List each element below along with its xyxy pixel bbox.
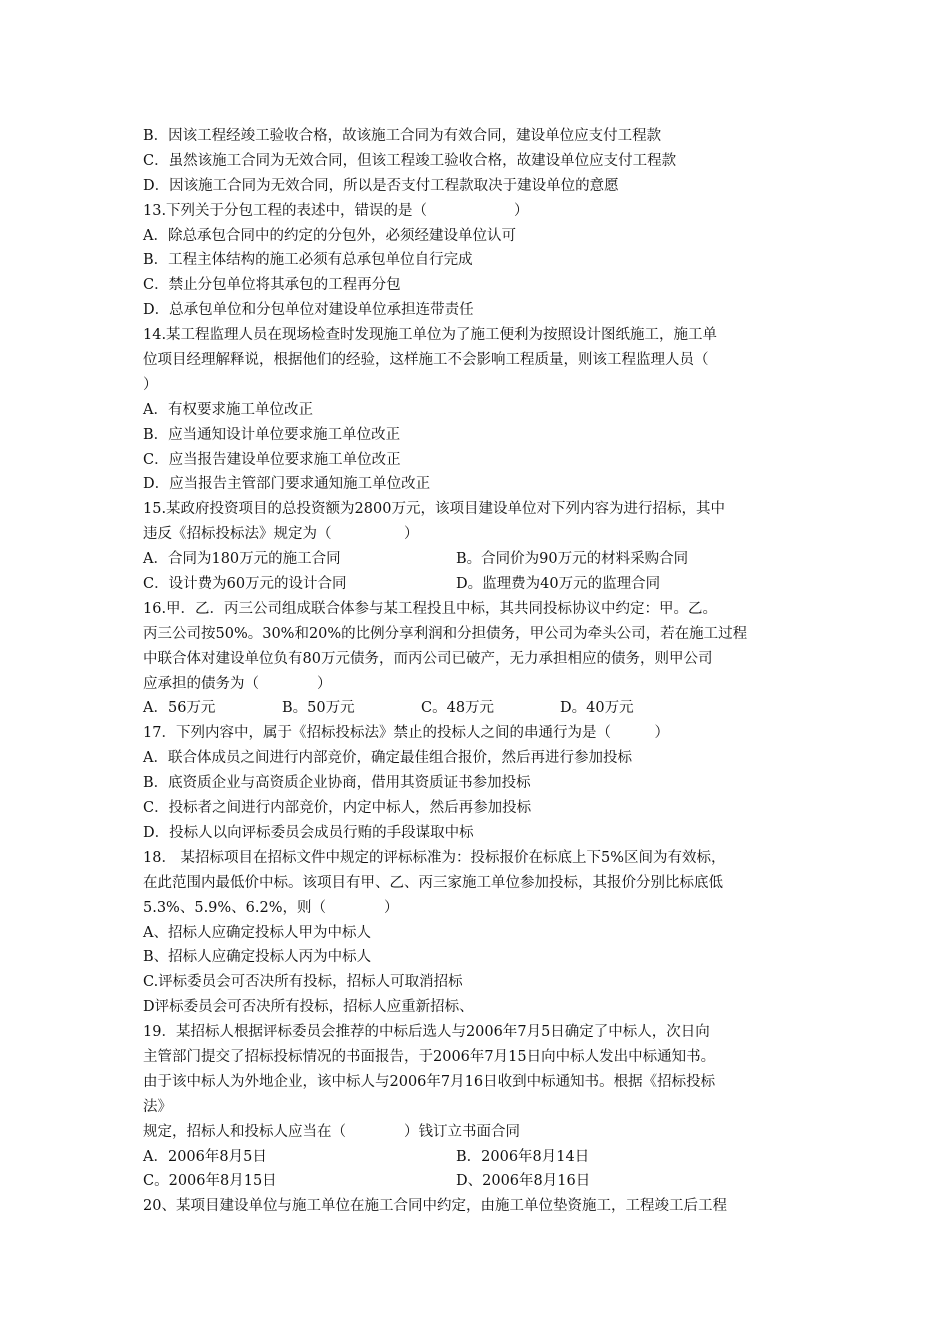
- option-d-q17: D．投标人以向评标委员会成员行贿的手段谋取中标: [143, 824, 474, 841]
- question-18-line-2: 在此范围内最低价中标。该项目有甲、乙、丙三家施工单位参加投标，其报价分别比标底低: [143, 874, 723, 891]
- option-a-q19: A．2006年8月5日: [143, 1148, 267, 1165]
- option-b-q14: B．应当通知设计单位要求施工单位改正: [143, 426, 401, 443]
- question-17: 17．下列内容中，属于《招标投标法》禁止的投标人之间的串通行为是（ ）: [143, 725, 669, 742]
- option-d-q13: D．总承包单位和分包单位对建设单位承担连带责任: [143, 302, 474, 319]
- question-19-line-4: 法》: [143, 1098, 172, 1115]
- option-b-q13: B．工程主体结构的施工必须有总承包单位自行完成: [143, 252, 473, 269]
- question-19-line-3: 由于该中标人为外地企业，该中标人与2006年7月16日收到中标通知书。根据《招标投标: [143, 1073, 716, 1090]
- option-a-q15: A．合同为180万元的施工合同: [143, 551, 341, 568]
- question-18-line-1: 18． 某招标项目在招标文件中规定的评标标准为：投标报价在标底上下5%区间为有效标，: [143, 849, 726, 866]
- option-a-q14: A．有权要求施工单位改正: [143, 401, 313, 418]
- question-14-line-2: 位项目经理解释说，根据他们的经验，这样施工不会影响工程质量，则该工程监理人员（: [143, 352, 709, 369]
- option-c-q14: C．应当报告建设单位要求施工单位改正: [143, 451, 401, 468]
- option-a-q16: A．56万元: [143, 700, 216, 717]
- option-a-q13: A．除总承包合同中的约定的分包外，必须经建设单位认可: [143, 227, 516, 244]
- option-b-q12: B．因该工程经竣工验收合格，故该施工合同为有效合同，建设单位应支付工程款: [143, 128, 662, 144]
- question-14-line-1: 14.某工程监理人员在现场检查时发现施工单位为了施工便利为按照设计图纸施工，施工单: [143, 327, 718, 344]
- option-a-q18: A、招标人应确定投标人甲为中标人: [143, 924, 371, 941]
- question-20-line-1: 20、某项目建设单位与施工单位在施工合同中约定，由施工单位垫资施工，工程竣工后工程: [143, 1198, 727, 1215]
- option-c-q13: C．禁止分包单位将其承包的工程再分包: [143, 277, 401, 294]
- options-row-q15-ab: [143, 547, 823, 572]
- option-c-q16: C。48万元: [421, 700, 495, 717]
- options-row-q15-cd: [143, 572, 823, 597]
- question-19-line-5: 规定，招标人和投标人应当在（ ）钱订立书面合同: [143, 1123, 520, 1140]
- option-c-q15: C．设计费为60万元的设计合同: [143, 576, 347, 593]
- option-b-q18: B、招标人应确定投标人丙为中标人: [143, 949, 372, 966]
- options-row-q16: [143, 696, 823, 721]
- question-16-line-3: 中联合体对建设单位负有80万元债务，而丙公司已破产，无力承担相应的债务，则甲公司: [143, 650, 713, 667]
- option-d-q19: D、2006年8月16日: [456, 1173, 591, 1190]
- option-d-q18: D评标委员会可否决所有投标，招标人应重新招标、: [143, 999, 474, 1016]
- question-13: 13.下列关于分包工程的表述中，错误的是（ ）: [143, 202, 529, 219]
- question-19-line-2: 主管部门提交了招标投标情况的书面报告，于2006年7月15日向中标人发出中标通知书。: [143, 1048, 716, 1065]
- question-16-line-2: 丙三公司按50%。30%和20%的比例分享利润和分担债务，甲公司为牵头公司，若在施工过程: [143, 625, 748, 642]
- option-c-q17: C．投标者之间进行内部竞价，内定中标人，然后再参加投标: [143, 800, 532, 817]
- option-c-q19: C。2006年8月15日: [143, 1173, 277, 1190]
- document-body: [143, 124, 823, 1219]
- option-b-q15: B。合同价为90万元的材料采购合同: [456, 551, 689, 568]
- option-a-q17: A．联合体成员之间进行内部竞价，确定最佳组合报价，然后再进行参加投标: [143, 750, 632, 767]
- question-18-line-3: 5.3%、5.9%、6.2%，则（ ）: [143, 899, 399, 916]
- option-b-q19: B．2006年8月14日: [456, 1148, 590, 1165]
- question-16-line-1: 16.甲．乙．丙三公司组成联合体参与某工程投且中标，其共同投标协议中约定：甲。乙。: [143, 600, 718, 617]
- option-d-q16: D。40万元: [560, 700, 634, 717]
- options-row-q19-ab: [143, 1145, 823, 1170]
- question-15-line-2: 违反《招标投标法》规定为（ ）: [143, 526, 419, 543]
- option-d-q15: D。监理费为40万元的监理合同: [456, 576, 661, 593]
- options-row-q19-cd: [143, 1169, 823, 1194]
- option-d-q12: D．因该施工合同为无效合同，所以是否支付工程款取决于建设单位的意愿: [143, 177, 619, 194]
- question-19-line-1: 19．某招标人根据评标委员会推荐的中标后选人与2006年7月5日确定了中标人，次日向: [143, 1024, 710, 1041]
- option-b-q17: B．底资质企业与高资质企业协商，借用其资质证书参加投标: [143, 775, 531, 792]
- option-c-q18: C.评标委员会可否决所有投标，招标人可取消招标: [143, 974, 463, 991]
- option-c-q12: C．虽然该施工合同为无效合同，但该工程竣工验收合格，故建设单位应支付工程款: [143, 152, 677, 169]
- question-15-line-1: 15.某政府投资项目的总投资额为2800万元，该项目建设单位对下列内容为进行招标，其中: [143, 501, 725, 518]
- question-16-line-4: 应承担的债务为（ ）: [143, 675, 332, 692]
- option-b-q16: B。50万元: [282, 700, 355, 717]
- option-d-q14: D．应当报告主管部门要求通知施工单位改正: [143, 476, 431, 493]
- question-14-line-3: ）: [143, 376, 158, 393]
